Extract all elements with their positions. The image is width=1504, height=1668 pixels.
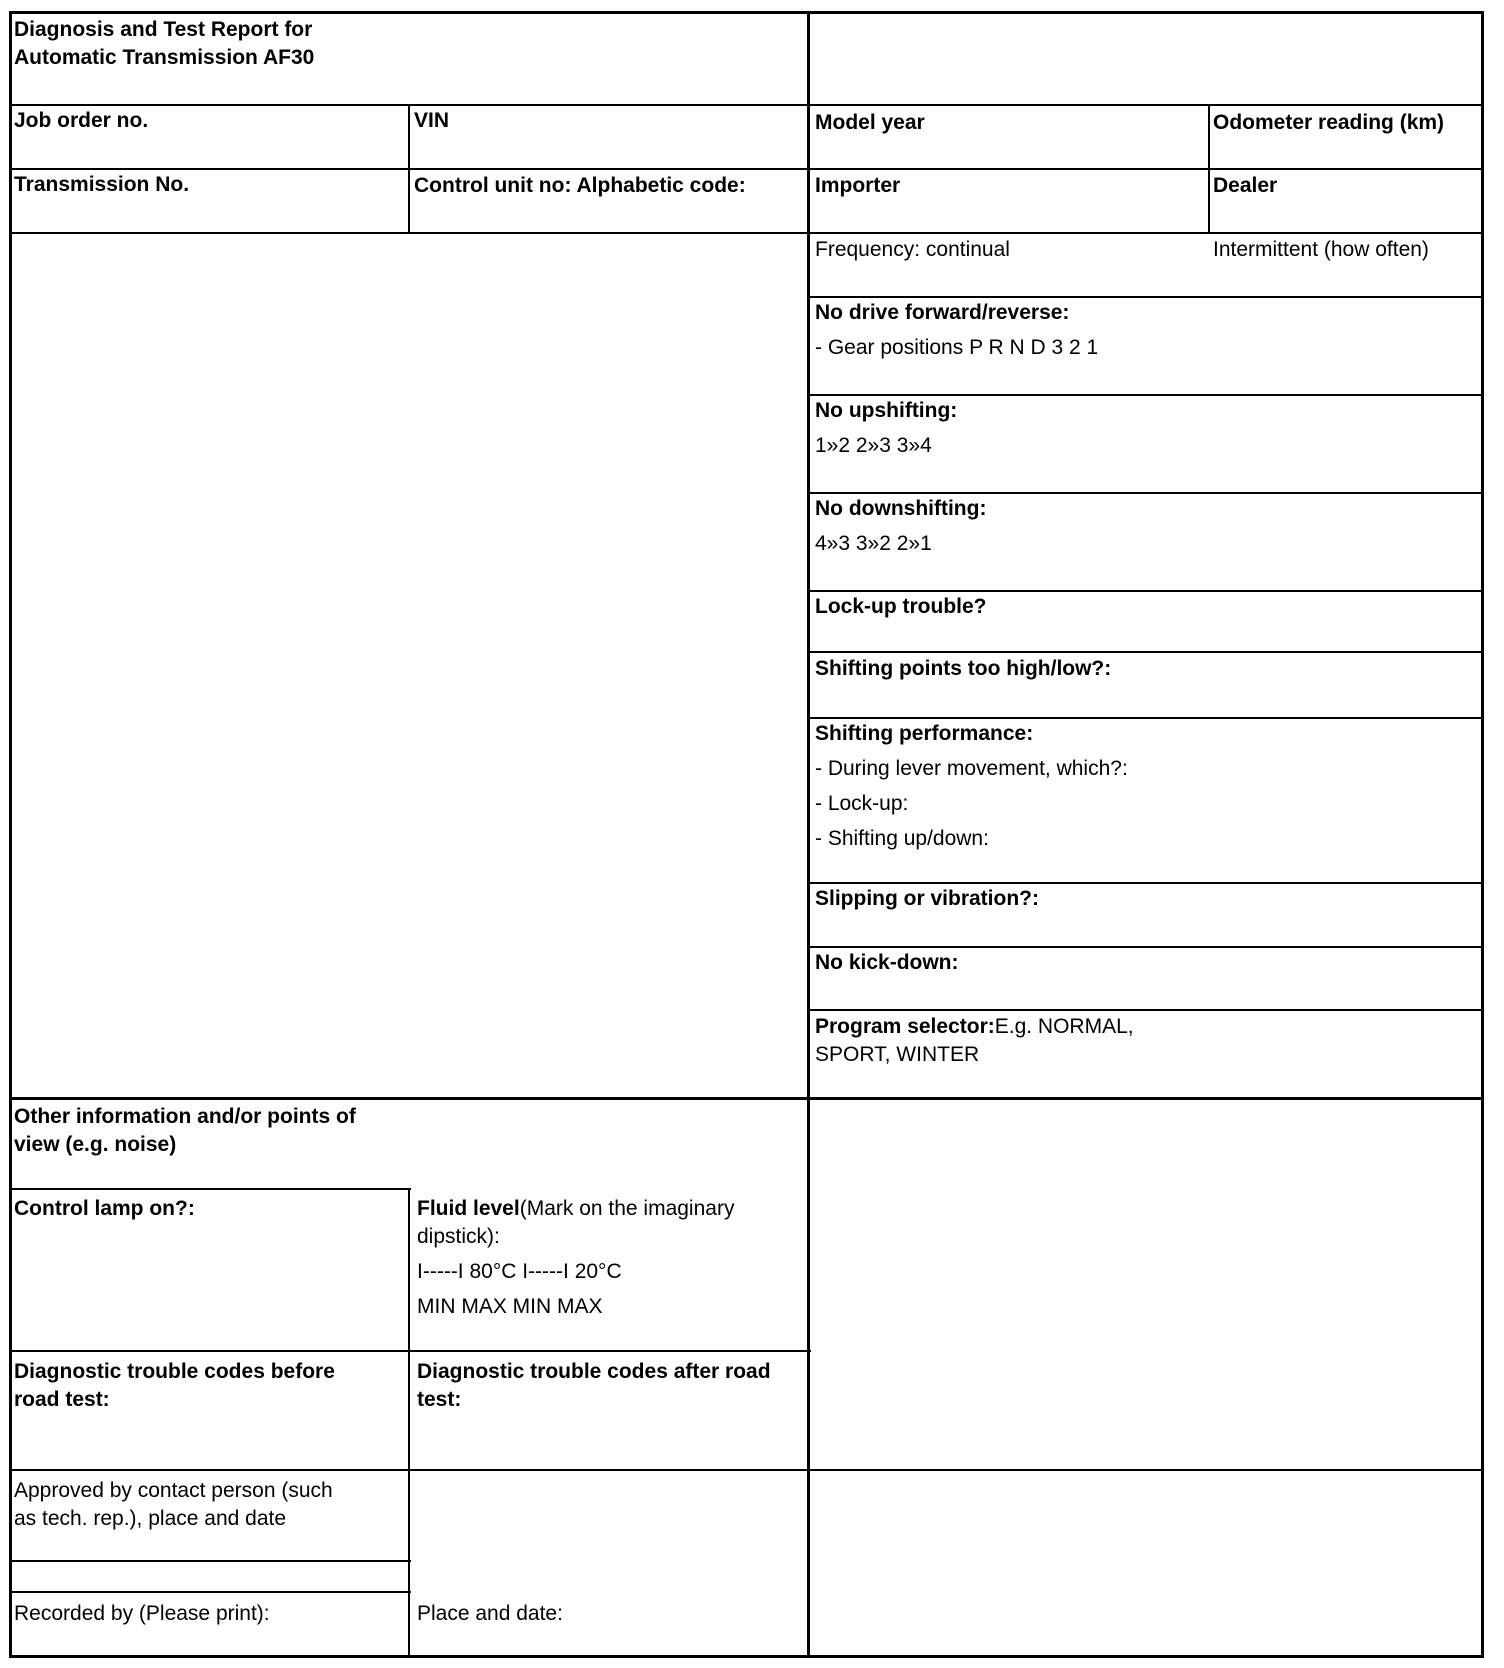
shifting-performance-item: - During lever movement, which?: (815, 757, 1128, 780)
fluid-level-note: dipstick): (417, 1225, 500, 1248)
transmission-no-label: Transmission No. (14, 173, 190, 196)
rule (9, 1350, 811, 1352)
rule (9, 1469, 1484, 1471)
no-drive-label: No drive forward/reverse: (815, 301, 1070, 324)
slipping-label: Slipping or vibration?: (815, 887, 1039, 910)
other-information-line: Other information and/or points of (14, 1105, 356, 1128)
shifting-performance-section (815, 720, 1128, 853)
approved-by-label (14, 1477, 333, 1533)
dtc-after-line: test: (417, 1388, 462, 1411)
shifting-performance-item: - Shifting up/down: (815, 827, 989, 850)
program-selector-example: E.g. NORMAL, (994, 1015, 1134, 1038)
rule (9, 1188, 411, 1190)
rule (809, 492, 1484, 494)
other-information-label (14, 1103, 356, 1159)
rule (9, 232, 1484, 234)
no-downshifting-label: No downshifting: (815, 497, 987, 520)
job-order-label: Job order no. (14, 109, 149, 132)
fluid-level-note: (Mark on the imaginary (519, 1197, 735, 1220)
report-title-line: Diagnosis and Test Report for (14, 18, 313, 41)
frequency-continual-label: Frequency: continual (815, 238, 1010, 261)
dealer-label: Dealer (1213, 174, 1278, 197)
importer-label: Importer (815, 174, 901, 197)
shifting-performance-label: Shifting performance: (815, 722, 1034, 745)
recorded-by-label: Recorded by (Please print): (14, 1602, 270, 1625)
border-right (1481, 11, 1484, 1657)
place-date-label: Place and date: (417, 1602, 563, 1625)
rule (408, 104, 410, 234)
rule (9, 1560, 411, 1562)
report-title (14, 16, 314, 72)
control-lamp-label: Control lamp on?: (14, 1197, 195, 1220)
rule (809, 296, 1484, 298)
no-downshifting-section (815, 495, 986, 558)
no-upshifting-label: No upshifting: (815, 399, 958, 422)
dtc-before-label (14, 1358, 335, 1414)
rule (809, 882, 1484, 884)
program-selector-example: SPORT, WINTER (815, 1043, 980, 1066)
border-bottom (9, 1655, 1484, 1658)
dtc-before-line: Diagnostic trouble codes before (14, 1360, 335, 1383)
rule (9, 104, 1484, 106)
rule (1208, 104, 1210, 234)
dtc-before-line: road test: (14, 1388, 110, 1411)
rule (408, 1188, 410, 1657)
rule (809, 1009, 1484, 1011)
rule (809, 717, 1484, 719)
border-top (9, 11, 1484, 14)
frequency-intermittent-label: Intermittent (how often) (1213, 238, 1429, 261)
rule (809, 590, 1484, 592)
shifting-points-label: Shifting points too high/low?: (815, 657, 1112, 680)
other-information-line: view (e.g. noise) (14, 1133, 177, 1156)
dtc-after-line: Diagnostic trouble codes after road (417, 1360, 771, 1383)
approved-by-line: as tech. rep.), place and date (14, 1507, 287, 1530)
upshift-gears-text: 1»2 2»3 3»4 (815, 434, 932, 457)
program-selector-section (815, 1013, 1134, 1069)
rule (809, 394, 1484, 396)
vin-label: VIN (414, 109, 450, 132)
gear-positions-text: - Gear positions P R N D 3 2 1 (815, 336, 1099, 359)
lockup-trouble-label: Lock-up trouble? (815, 595, 987, 618)
rule (809, 946, 1484, 948)
dtc-after-label (417, 1358, 771, 1414)
rule (807, 11, 810, 1657)
approved-by-line: Approved by contact person (such (14, 1479, 333, 1502)
report-title-line: Automatic Transmission AF30 (14, 46, 315, 69)
border-left (9, 11, 12, 1657)
rule (809, 651, 1484, 653)
no-drive-section (815, 299, 1098, 362)
control-unit-label: Control unit no: Alphabetic code: (414, 174, 746, 197)
program-selector-label: Program selector: (815, 1015, 995, 1038)
rule (9, 1591, 411, 1593)
rule (9, 1097, 1484, 1100)
fluid-level-label: Fluid level (417, 1197, 520, 1220)
dipstick-minmax: MIN MAX MIN MAX (417, 1295, 603, 1318)
fluid-level-section (417, 1195, 734, 1321)
downshift-gears-text: 4»3 3»2 2»1 (815, 532, 932, 555)
no-upshifting-section (815, 397, 957, 460)
shifting-performance-item: - Lock-up: (815, 792, 909, 815)
no-kickdown-label: No kick-down: (815, 951, 959, 974)
rule (9, 168, 1484, 170)
odometer-label: Odometer reading (km) (1213, 111, 1445, 134)
model-year-label: Model year (815, 111, 925, 134)
dipstick-scale: I-----I 80°C I-----I 20°C (417, 1260, 622, 1283)
